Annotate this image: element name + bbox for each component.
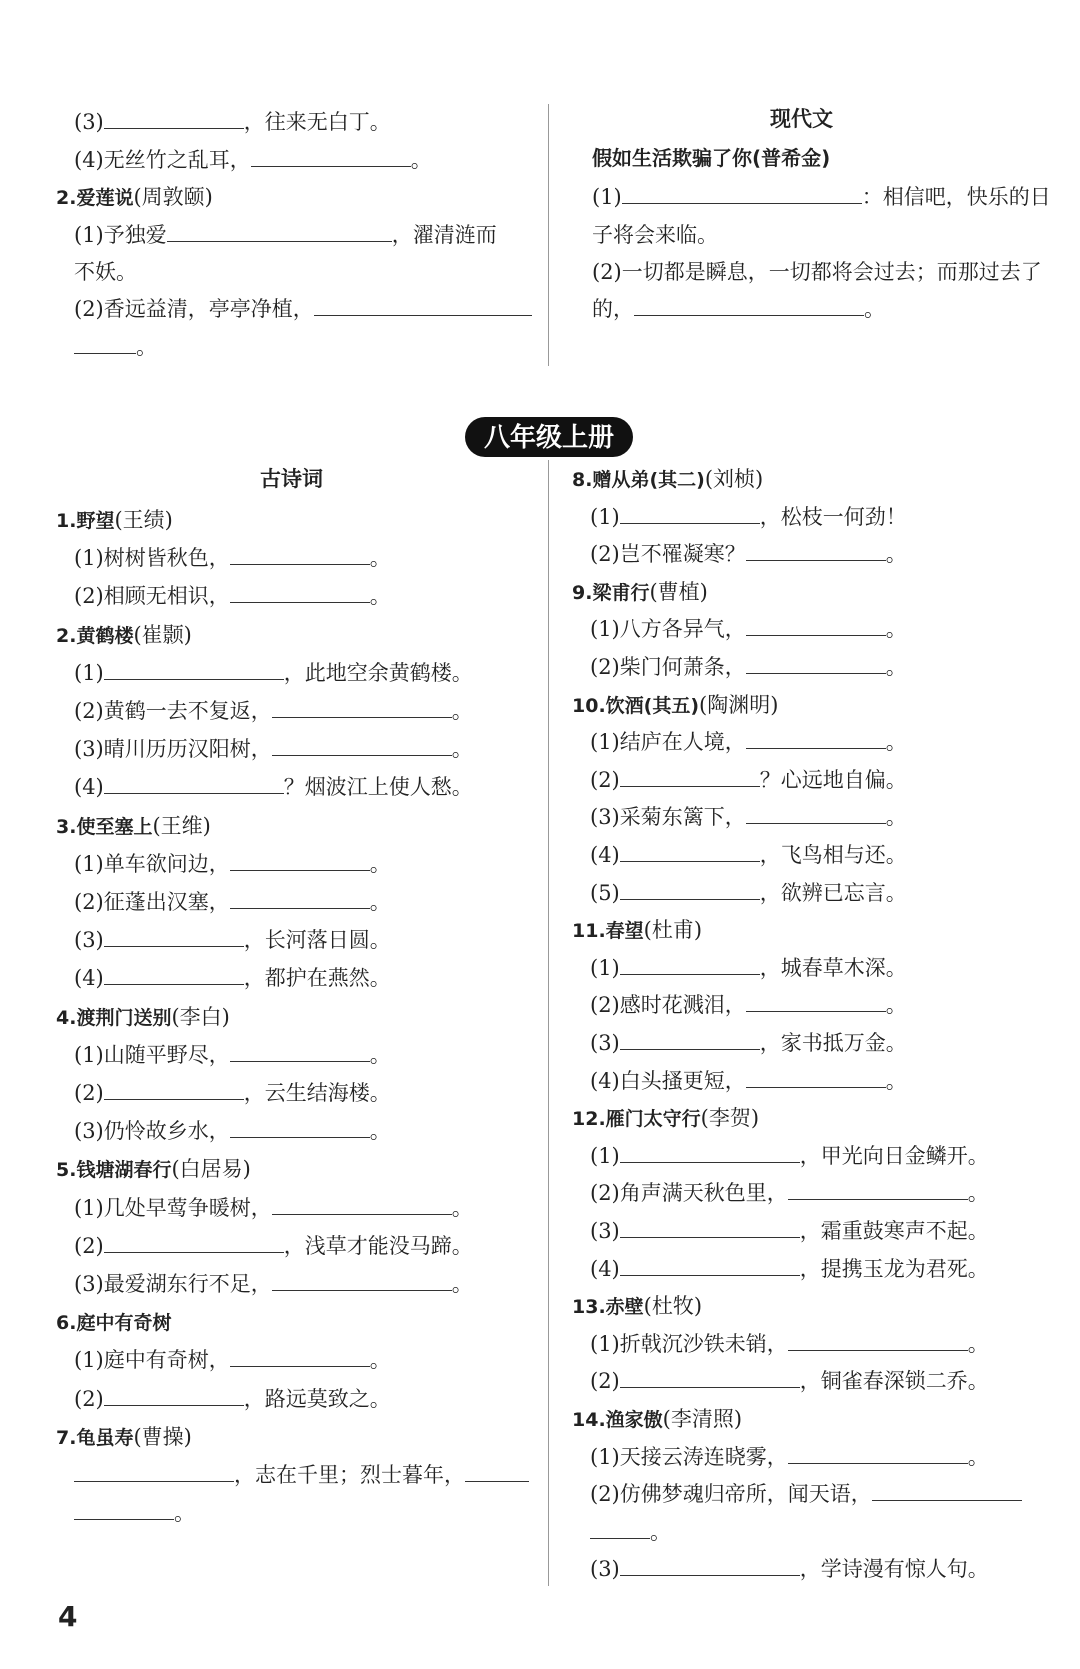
line-prefix: (2)征蓬出汉塞， bbox=[74, 890, 230, 914]
line-suffix: 。 bbox=[885, 617, 907, 642]
line bbox=[74, 257, 137, 287]
line-prefix: (1)山随平野尽， bbox=[74, 1042, 230, 1067]
fill-blank[interactable] bbox=[74, 1461, 234, 1482]
line-suffix: ，松枝一何劲！ bbox=[759, 504, 907, 529]
fill-blank[interactable] bbox=[620, 1367, 800, 1388]
fill-line bbox=[590, 652, 907, 682]
poem-heading bbox=[572, 1103, 759, 1134]
fill-blank[interactable] bbox=[230, 850, 370, 871]
line-prefix: (2)相顾无相识， bbox=[74, 584, 230, 609]
line-suffix: 。 bbox=[967, 1331, 989, 1356]
fill-blank[interactable] bbox=[230, 1041, 370, 1062]
banner-text: 八年级上册 bbox=[483, 423, 615, 453]
line-suffix: ？心远地自偏。 bbox=[759, 767, 907, 792]
fill-line bbox=[590, 802, 907, 832]
line-prefix: (4) bbox=[74, 966, 104, 991]
fill-line bbox=[74, 1040, 391, 1070]
fill-line bbox=[590, 765, 907, 795]
line-prefix: (3)晴川历历汉阳树， bbox=[74, 737, 272, 762]
poem-author: (周敦颐) bbox=[133, 185, 213, 209]
line-suffix: 。 bbox=[369, 584, 391, 609]
fill-blank[interactable] bbox=[230, 544, 370, 565]
line-suffix: ，濯清涟而 bbox=[391, 223, 497, 247]
poem-heading bbox=[56, 1307, 171, 1338]
line-suffix: ，云生结海楼。 bbox=[243, 1081, 391, 1105]
fill-blank[interactable] bbox=[622, 183, 862, 204]
fill-blank[interactable] bbox=[272, 735, 452, 756]
line-prefix: (3) bbox=[590, 1557, 620, 1582]
fill-blank[interactable] bbox=[634, 295, 864, 316]
fill-line bbox=[74, 963, 391, 993]
line-suffix: ，长河落日圆。 bbox=[243, 928, 391, 953]
line-prefix: (1)八方各异气， bbox=[590, 617, 746, 642]
fill-line bbox=[590, 502, 907, 532]
fill-line bbox=[74, 1498, 195, 1528]
poem-heading bbox=[56, 1002, 230, 1033]
fill-blank[interactable] bbox=[74, 1499, 174, 1520]
fill-line bbox=[74, 1384, 391, 1414]
line-prefix: (1)单车欲问边， bbox=[74, 851, 230, 876]
poem-title: 14.渔家傲 bbox=[572, 1409, 663, 1431]
line-prefix: (5) bbox=[590, 880, 620, 905]
line-suffix: ，甲光向日金鳞开。 bbox=[799, 1143, 989, 1168]
line-prefix: (2)黄鹤一去不复返， bbox=[74, 699, 272, 723]
fill-line bbox=[590, 1216, 989, 1246]
line-suffix: 。 bbox=[885, 993, 907, 1018]
column-divider bbox=[548, 104, 549, 366]
line-prefix: (2)角声满天秋色里， bbox=[590, 1181, 788, 1206]
poem-title: 4.渡荆门送别 bbox=[56, 1006, 172, 1029]
page-number: 4 bbox=[58, 1600, 78, 1633]
poem-author: (陶渊明) bbox=[699, 692, 779, 717]
fill-line bbox=[74, 581, 391, 611]
line-suffix: 。 bbox=[369, 1348, 391, 1373]
line-prefix: (4) bbox=[74, 775, 104, 800]
column-divider bbox=[548, 460, 549, 1586]
poem-author: (白居易) bbox=[171, 1157, 251, 1182]
line bbox=[74, 220, 497, 250]
poem-title: 12.雁门太守行 bbox=[572, 1108, 701, 1131]
fill-line bbox=[74, 734, 473, 764]
fill-line bbox=[590, 878, 907, 908]
fill-blank[interactable] bbox=[746, 728, 886, 749]
line-suffix: 。 bbox=[885, 1068, 907, 1093]
fill-line bbox=[590, 953, 907, 983]
fill-line bbox=[590, 539, 907, 569]
poem-heading bbox=[572, 915, 702, 946]
fill-blank[interactable] bbox=[620, 1255, 800, 1276]
fill-blank[interactable] bbox=[104, 773, 284, 794]
fill-blank[interactable] bbox=[620, 503, 760, 524]
fill-line bbox=[590, 1442, 989, 1472]
fill-blank[interactable] bbox=[746, 1067, 886, 1088]
line-suffix: 。 bbox=[967, 1444, 989, 1469]
poem-title: 2.黄鹤楼 bbox=[56, 624, 134, 647]
fill-blank[interactable] bbox=[251, 146, 411, 167]
line-suffix: 。 bbox=[650, 1519, 671, 1544]
line-suffix: 。 bbox=[369, 851, 391, 876]
poem-author: (曹操) bbox=[133, 1424, 192, 1449]
fill-blank[interactable] bbox=[746, 803, 886, 824]
fill-blank[interactable] bbox=[230, 582, 370, 603]
poem-title: 8.赠从弟(其二) bbox=[572, 469, 705, 491]
line-prefix: (2) bbox=[74, 1081, 104, 1105]
fill-blank[interactable] bbox=[788, 1443, 968, 1464]
poem-title: 9.梁甫行 bbox=[572, 581, 650, 604]
line-prefix: (2) bbox=[74, 1386, 104, 1411]
fill-blank[interactable] bbox=[104, 1079, 244, 1100]
fill-blank[interactable] bbox=[104, 964, 244, 985]
fill-blank[interactable] bbox=[620, 954, 760, 975]
line-prefix: (4) bbox=[590, 1256, 620, 1281]
poem-author: (李白) bbox=[171, 1004, 230, 1029]
line-suffix: 。 bbox=[451, 699, 473, 723]
fill-line bbox=[74, 1269, 473, 1299]
line-suffix: ，学诗漫有惊人句。 bbox=[799, 1557, 989, 1582]
poem-author: (杜甫) bbox=[643, 918, 703, 943]
fill-line bbox=[74, 925, 391, 955]
line-suffix: ，铜雀春深锁二乔。 bbox=[799, 1369, 989, 1394]
poem-title: 10.饮酒(其五) bbox=[572, 694, 700, 717]
line bbox=[74, 332, 157, 362]
line-prefix: (1)几处早莺争暖树， bbox=[74, 1195, 272, 1220]
poem-author: (刘桢) bbox=[704, 467, 764, 491]
line-suffix: 。 bbox=[885, 805, 907, 830]
line-suffix: ，都护在燕然。 bbox=[243, 966, 391, 991]
line-prefix: (1)折戟沉沙铁未销， bbox=[590, 1331, 788, 1356]
line-prefix: (1)天接云涛连晓雾， bbox=[590, 1444, 788, 1469]
poem-author: (李清照) bbox=[662, 1407, 743, 1431]
fill-blank[interactable] bbox=[620, 1555, 800, 1576]
fill-line bbox=[590, 1479, 1022, 1509]
poem-title: 11.春望 bbox=[572, 920, 644, 943]
poem-heading bbox=[56, 811, 211, 842]
line-suffix: 。 bbox=[967, 1181, 989, 1206]
poem-author: (曹植) bbox=[649, 579, 708, 604]
fill-line bbox=[590, 990, 907, 1020]
fill-blank[interactable] bbox=[104, 1385, 244, 1406]
line-prefix: (3) bbox=[590, 1219, 620, 1243]
line-suffix: ，飞鸟相与还。 bbox=[759, 843, 907, 867]
poem-heading bbox=[56, 505, 173, 536]
line-prefix: (3) bbox=[590, 1031, 620, 1055]
line bbox=[592, 182, 1051, 212]
fill-blank[interactable] bbox=[746, 615, 886, 636]
fill-line bbox=[590, 614, 907, 644]
fill-line bbox=[590, 840, 907, 870]
poem-heading bbox=[572, 577, 708, 608]
grade-banner bbox=[464, 416, 634, 458]
line-suffix: 。 bbox=[369, 1042, 391, 1067]
line-middle: ，志在千里；烈士暮年， bbox=[234, 1463, 465, 1487]
fill-blank[interactable] bbox=[620, 766, 760, 787]
line bbox=[592, 294, 885, 324]
fill-blank[interactable] bbox=[872, 1480, 1022, 1501]
poem-title: 假如生活欺骗了你(普希金) bbox=[592, 146, 831, 170]
line-prefix: (2)感时花溅泪， bbox=[590, 993, 746, 1018]
fill-blank[interactable] bbox=[620, 841, 760, 862]
poem-heading bbox=[56, 1154, 251, 1185]
line-suffix: ，路远莫致之。 bbox=[243, 1386, 391, 1411]
fill-blank[interactable] bbox=[788, 1179, 968, 1200]
line-prefix: (3) bbox=[74, 110, 104, 134]
line-prefix: (1) bbox=[590, 1143, 620, 1168]
fill-blank[interactable] bbox=[272, 1270, 452, 1291]
fill-blank[interactable] bbox=[620, 1217, 800, 1238]
line-suffix: ，城春草木深。 bbox=[759, 955, 907, 980]
line-prefix: (3) bbox=[74, 928, 104, 953]
section-heading: 现代文 bbox=[770, 107, 833, 131]
line-suffix: ，往来无白丁。 bbox=[243, 110, 391, 134]
line-suffix: 。 bbox=[885, 730, 907, 755]
fill-blank[interactable] bbox=[788, 1330, 968, 1351]
fill-line bbox=[74, 887, 391, 917]
fill-line bbox=[74, 1460, 529, 1490]
line-suffix: ？烟波江上使人愁。 bbox=[283, 775, 473, 800]
fill-line bbox=[590, 1178, 989, 1208]
fill-blank[interactable] bbox=[230, 1117, 370, 1138]
fill-line bbox=[74, 696, 473, 726]
fill-blank[interactable] bbox=[465, 1461, 529, 1482]
line-suffix: 。 bbox=[136, 335, 157, 359]
fill-blank[interactable] bbox=[104, 1232, 284, 1253]
poem-author: (杜牧) bbox=[643, 1294, 703, 1319]
line-suffix: ，霜重鼓寒声不起。 bbox=[799, 1219, 989, 1243]
fill-line bbox=[74, 543, 391, 573]
line-suffix: 。 bbox=[174, 1501, 195, 1526]
line bbox=[592, 257, 1042, 287]
line-suffix: 。 bbox=[451, 1195, 473, 1220]
poem-title: 6.庭中有奇树 bbox=[56, 1312, 172, 1335]
fill-line bbox=[74, 1116, 391, 1146]
poem-heading bbox=[572, 1291, 702, 1322]
line-prefix: 的， bbox=[592, 297, 634, 321]
fill-line bbox=[590, 727, 907, 757]
fill-blank[interactable] bbox=[314, 295, 532, 316]
line-suffix: ，浅草才能没马蹄。 bbox=[283, 1233, 473, 1258]
line-suffix: 。 bbox=[451, 737, 473, 762]
fill-blank[interactable] bbox=[272, 1194, 452, 1215]
line-text: 不妖。 bbox=[74, 260, 137, 284]
fill-line bbox=[590, 1141, 989, 1171]
fill-blank[interactable] bbox=[230, 1346, 370, 1367]
poem-author: (李贺) bbox=[700, 1106, 760, 1131]
poem-title: 1.野望 bbox=[56, 510, 115, 532]
line-prefix: (2) bbox=[590, 767, 620, 792]
fill-line bbox=[590, 1254, 989, 1284]
poem-heading bbox=[56, 1422, 192, 1453]
line-prefix: (1)树树皆秋色， bbox=[74, 546, 230, 571]
line bbox=[74, 145, 432, 175]
line-prefix: (3)最爱湖东行不足， bbox=[74, 1272, 272, 1296]
line-prefix: (1)庭中有奇树， bbox=[74, 1348, 230, 1373]
fill-blank[interactable] bbox=[74, 333, 136, 354]
line-text: 子将会来临。 bbox=[592, 223, 718, 247]
line-prefix: (4)白头搔更短， bbox=[590, 1068, 746, 1093]
fill-line bbox=[74, 772, 473, 802]
line-prefix: (1) bbox=[592, 185, 622, 209]
line bbox=[74, 107, 391, 137]
line-prefix: (2) bbox=[74, 1233, 104, 1258]
line-suffix: ，欲辨已忘言。 bbox=[759, 880, 907, 905]
poem-title: 3.使至塞上 bbox=[56, 815, 153, 838]
fill-line bbox=[590, 1329, 989, 1359]
poem-author: (王维) bbox=[152, 813, 211, 838]
fill-blank[interactable] bbox=[230, 888, 370, 909]
poem-title: 5.钱塘湖春行 bbox=[56, 1159, 172, 1182]
poem-author: (王绩) bbox=[114, 508, 173, 532]
line-suffix: 。 bbox=[410, 148, 432, 172]
poem-title: 13.赤壁 bbox=[572, 1296, 644, 1319]
fill-blank[interactable] bbox=[104, 659, 284, 680]
section-heading: 古诗词 bbox=[260, 467, 323, 491]
line-suffix: ，此地空余黄鹤楼。 bbox=[283, 660, 473, 685]
line-text: (2)一切都是瞬息，一切都将会过去；而那过去了 bbox=[592, 260, 1042, 284]
fill-line bbox=[590, 1028, 907, 1058]
line-suffix: ，提携玉龙为君死。 bbox=[799, 1256, 989, 1281]
line-prefix: (1)结庐在人境， bbox=[590, 730, 746, 755]
fill-blank[interactable] bbox=[746, 540, 886, 561]
poem-heading bbox=[572, 690, 778, 721]
fill-line bbox=[74, 1078, 391, 1108]
line-prefix: (2)香远益清，亭亭净植， bbox=[74, 297, 314, 321]
line-suffix: 。 bbox=[885, 542, 907, 567]
fill-blank[interactable] bbox=[620, 879, 760, 900]
poem-author: (崔颢) bbox=[133, 622, 192, 647]
line-suffix: ：相信吧，快乐的日 bbox=[861, 185, 1051, 209]
fill-blank[interactable] bbox=[620, 1029, 760, 1050]
line-suffix: 。 bbox=[885, 655, 907, 679]
fill-blank[interactable] bbox=[620, 1142, 800, 1163]
line-suffix: 。 bbox=[864, 297, 885, 321]
fill-blank[interactable] bbox=[167, 221, 392, 242]
poem-heading bbox=[572, 464, 763, 495]
fill-blank[interactable] bbox=[590, 1518, 650, 1539]
fill-blank[interactable] bbox=[104, 108, 244, 129]
line-prefix: (4) bbox=[590, 843, 620, 867]
line-prefix: (1) bbox=[590, 955, 620, 980]
line-prefix: (2)岂不罹凝寒？ bbox=[590, 542, 746, 567]
line-suffix: ，家书抵万金。 bbox=[759, 1031, 907, 1055]
fill-line bbox=[74, 849, 391, 879]
fill-line bbox=[74, 1345, 391, 1375]
line bbox=[74, 294, 532, 324]
fill-blank[interactable] bbox=[746, 991, 886, 1012]
section-heading bbox=[56, 182, 213, 213]
fill-line bbox=[590, 1366, 989, 1396]
poem-title: 2.爱莲说 bbox=[56, 187, 134, 209]
fill-line bbox=[590, 1554, 989, 1584]
poem-heading bbox=[56, 620, 192, 651]
fill-blank[interactable] bbox=[272, 697, 452, 718]
line-prefix: (1) bbox=[590, 504, 620, 529]
line-prefix: (1)予独爱 bbox=[74, 223, 167, 247]
fill-blank[interactable] bbox=[746, 653, 886, 674]
fill-line bbox=[74, 1193, 473, 1223]
line-prefix: (2)仿佛梦魂归帝所，闻天语， bbox=[590, 1482, 872, 1507]
line-prefix: (3)仍怜故乡水， bbox=[74, 1119, 230, 1144]
line-suffix: 。 bbox=[369, 890, 391, 914]
line-prefix: (2) bbox=[590, 1369, 620, 1394]
line-suffix: 。 bbox=[369, 1119, 391, 1144]
fill-line bbox=[74, 1231, 473, 1261]
fill-line bbox=[590, 1066, 907, 1096]
fill-line bbox=[74, 658, 473, 688]
line-suffix: 。 bbox=[369, 546, 391, 571]
line-suffix: 。 bbox=[451, 1272, 473, 1296]
line-prefix: (1) bbox=[74, 660, 104, 685]
line bbox=[592, 220, 718, 250]
poem-title: 7.龟虽寿 bbox=[56, 1426, 134, 1449]
fill-blank[interactable] bbox=[104, 926, 244, 947]
fill-line bbox=[590, 1517, 671, 1547]
poem-heading bbox=[572, 1404, 742, 1435]
line-prefix: (2)柴门何萧条， bbox=[590, 655, 746, 679]
line-prefix: (4)无丝竹之乱耳， bbox=[74, 148, 251, 172]
line-prefix: (3)采菊东篱下， bbox=[590, 805, 746, 830]
